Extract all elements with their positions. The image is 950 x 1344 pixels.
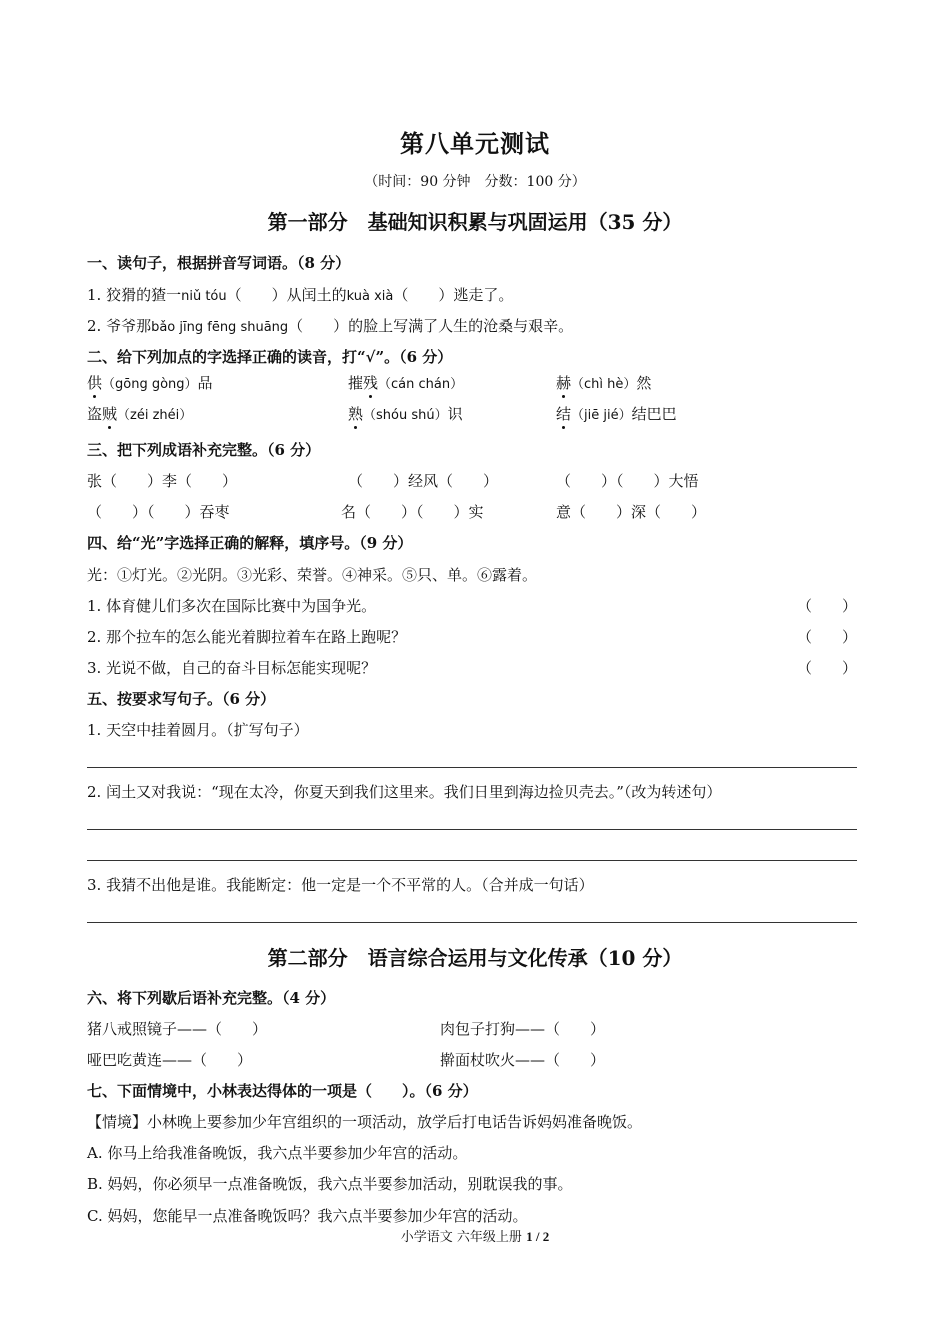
s5-question-3: 3. 我猜不出他是谁。我能断定：他一定是一个不平常的人。（合并成一句话） (87, 876, 594, 894)
s3-idiom-4: （ ）（ ）吞枣 (87, 503, 230, 521)
exam-info: （时间：90 分钟 分数：100 分） (364, 174, 586, 190)
s2-dotted-char: 熟 (348, 405, 364, 423)
s7-context: 【情境】小林晚上要参加少年宫组织的一项活动，放学后打电话告诉妈妈准备晚饭。 (87, 1113, 643, 1131)
s2-pinyin-choice: （cán chán） (378, 377, 464, 392)
s1-question-2 (87, 315, 573, 336)
s2-word-rest: 识 (447, 405, 463, 423)
section2-heading: 二、给下列加点的字选择正确的读音，打“√”。（6 分） (87, 348, 453, 366)
s2-item-6 (556, 403, 677, 424)
s6-item-3: 哑巴吃黄连——（ ） (87, 1051, 253, 1069)
s1-q1-pinyin-2: kuà xià (346, 289, 394, 304)
section5-heading: 五、按要求写句子。（6 分） (87, 690, 276, 708)
s2-item-2 (348, 372, 463, 393)
s1-q2-text-b: （ ）的脸上写满了人生的沧桑与艰辛。 (288, 317, 574, 335)
s1-q1-text-c: （ ）逃走了。 (393, 286, 514, 304)
answer-line[interactable] (87, 829, 857, 830)
s3-idiom-1: 张（ ）李（ ） (87, 472, 238, 490)
s2-item-5 (348, 403, 463, 424)
s2-item-3 (556, 372, 651, 393)
s6-item-1: 猪八戒照镜子——（ ） (87, 1020, 268, 1038)
section3-heading: 三、把下列成语补充完整。（6 分） (87, 441, 321, 459)
s4-question-1: 1. 体育健儿们多次在国际比赛中为国争光。 (87, 597, 377, 615)
s6-item-4: 擀面杖吹火——（ ） (440, 1051, 606, 1069)
answer-line[interactable] (87, 860, 857, 861)
s5-question-2: 2. 闰土又对我说：“现在太冷，你夏天到我们这里来。我们日里到海边捡贝壳去。”（改为转述句） (87, 783, 722, 801)
s2-item-4 (87, 403, 192, 424)
answer-line[interactable] (87, 922, 857, 923)
section6-heading: 六、将下列歇后语补充完整。（4 分） (87, 989, 336, 1007)
s2-dotted-char: 赫 (556, 374, 572, 392)
s3-idiom-3: （ ）（ ）大悟 (556, 472, 699, 490)
s4-question-2: 2. 那个拉车的怎么能光着脚拉着车在路上跑呢？ (87, 628, 407, 646)
s7-option-a: A. 你马上给我准备晚饭，我六点半要参加少年宫的活动。 (87, 1144, 468, 1162)
s2-dotted-char: 贼 (102, 405, 118, 423)
s2-word-rest: 结巴巴 (631, 405, 677, 423)
s1-q2-pinyin: bǎo jīng fēng shuāng (151, 320, 289, 335)
s7-option-c: C. 妈妈，您能早一点准备晚饭吗？我六点半要参加少年宫的活动。 (87, 1207, 528, 1225)
s2-word-pre: 摧 (348, 374, 364, 392)
s2-dotted-char: 供 (87, 374, 103, 392)
s4-meanings: 光：①灯光。②光阴。③光彩、荣誉。④神采。⑤只、单。⑥露着。 (87, 566, 538, 584)
part2-heading: 第二部分 语言综合运用与文化传承（10 分） (267, 946, 683, 970)
s3-idiom-5: 名（ ）（ ）实 (341, 503, 484, 521)
s2-pinyin-choice: （chì hè） (571, 377, 637, 392)
s2-word-pre: 盗 (87, 405, 103, 423)
s1-question-1 (87, 284, 513, 305)
s1-q1-text-a: 1. 狡猾的猹一 (87, 286, 182, 304)
s4-answer-blank-2[interactable]: （ ） (797, 628, 858, 646)
s1-q1-text-b: （ ）从闰土的 (226, 286, 347, 304)
s4-question-3: 3. 光说不做，自己的奋斗目标怎能实现呢？ (87, 659, 377, 677)
section1-heading: 一、读句子，根据拼音写词语。（8 分） (87, 254, 351, 272)
s2-dotted-char: 残 (363, 374, 379, 392)
footer-label: 小学语文 六年级上册 (400, 1230, 522, 1245)
section7-heading: 七、下面情境中，小林表达得体的一项是（ ）。（6 分） (87, 1082, 478, 1100)
s2-pinyin-choice: （jiē jié） (571, 408, 632, 423)
s2-pinyin-choice: （zéi zhéi） (117, 408, 193, 423)
page-number: 1 / 2 (526, 1229, 550, 1244)
page-title: 第八单元测试 (400, 129, 550, 158)
s6-item-2: 肉包子打狗——（ ） (440, 1020, 606, 1038)
s2-dotted-char: 结 (556, 405, 572, 423)
s2-pinyin-choice: （gōng gòng） (102, 377, 198, 392)
s3-idiom-6: 意（ ）深（ ） (556, 503, 707, 521)
s2-item-1 (87, 372, 213, 393)
s3-idiom-2: （ ）经风（ ） (348, 472, 499, 490)
s2-pinyin-choice: （shóu shú） (363, 408, 448, 423)
section4-heading: 四、给“光”字选择正确的解释，填序号。（9 分） (87, 534, 413, 552)
s4-answer-blank-1[interactable]: （ ） (797, 597, 858, 615)
s2-word-rest: 品 (197, 374, 213, 392)
s2-word-rest: 然 (636, 374, 652, 392)
s1-q1-pinyin-1: niǔ tóu (181, 289, 227, 304)
s7-option-b: B. 妈妈，你必须早一点准备晚饭，我六点半要参加活动，别耽误我的事。 (87, 1175, 573, 1193)
s4-answer-blank-3[interactable]: （ ） (797, 659, 858, 677)
part1-heading: 第一部分 基础知识积累与巩固运用（35 分） (267, 210, 683, 234)
s1-q2-text-a: 2. 爷爷那 (87, 317, 152, 335)
s5-question-1: 1. 天空中挂着圆月。（扩写句子） (87, 721, 309, 739)
page-footer (0, 1226, 950, 1245)
answer-line[interactable] (87, 767, 857, 768)
